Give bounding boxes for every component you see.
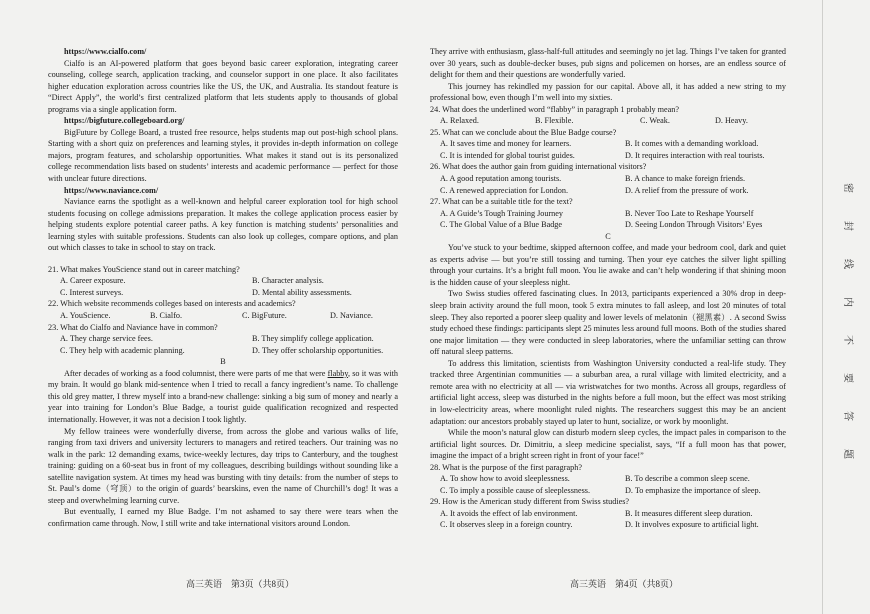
section-label-b: B (220, 357, 226, 367)
option-d: D. Naviance. (330, 311, 373, 321)
option-b: B. A chance to make foreign friends. (625, 174, 746, 184)
option-d: D. It involves exposure to artificial light. (625, 520, 759, 530)
question-options (430, 138, 786, 161)
seal-line-notice (841, 182, 857, 460)
question-21 (48, 264, 398, 299)
question-24 (430, 104, 786, 127)
site-description-bigfuture: BigFuture by College Board, a trusted free resource, helps students map out post-high school plans. Starting with a short quiz on preferences and learning styles, it provides in-depth information on college majors, program features, and scholarship opportunities. What makes it stand out is its personalized college recommendation lists based on students’ interests and academic performance — perfect for those with unclear future directions. (48, 127, 398, 184)
option-c: C. They help with academic planning. (60, 345, 185, 355)
option-a: A. Relaxed. (440, 116, 479, 126)
question-stem: 23. What do Cialfo and Naviance have in common? (48, 322, 218, 332)
question-28 (430, 462, 786, 497)
option-c: C. BigFuture. (242, 311, 287, 321)
option-d: D. It requires interaction with real tourists. (625, 150, 765, 160)
question-stem: 25. What can we conclude about the Blue Badge course? (430, 127, 617, 137)
option-b: B. It measures different sleep duration. (625, 508, 753, 518)
left-column (48, 46, 398, 529)
question-options (430, 208, 786, 231)
option-d: D. Seeing London Through Visitors’ Eyes (625, 220, 763, 230)
option-b: B. Never Too Late to Reshape Yourself (625, 208, 754, 218)
option-d: D. Heavy. (715, 116, 748, 126)
question-stem: 26. What does the author gain from guiding international visitors? (430, 162, 647, 172)
option-a: A. To show how to avoid sleeplessness. (440, 474, 570, 484)
option-c: C. It is intended for global tourist guides. (440, 150, 575, 160)
option-d: D. Mental ability assessments. (252, 287, 352, 297)
option-c: C. A renewed appreciation for London. (440, 185, 569, 195)
option-a: A. It saves time and money for learners. (440, 139, 572, 149)
passage-b-paragraph-4: This journey has rekindled my passion for our capital. Above all, it has added a new string to my professional bow, even though I’m well into my sixties. (430, 81, 786, 103)
option-b: B. It comes with a demanding workload. (625, 139, 759, 149)
option-b: B. Cialfo. (150, 311, 183, 321)
question-options (430, 173, 786, 196)
passage-c-paragraph-4: While the moon’s natural glow can disturb modern sleep cycles, the impact pales in comparison to the artificial light sources. Dr. Dimitriu, a sleep medicine specialist, says, “If a full moon has that power, imagine the impact of a bright screen right in front of your face!” (430, 428, 786, 461)
question-stem: 29. How is the American study different from Swiss studies? (430, 497, 630, 507)
paragraph-text: , so it was with my brain. It would go blank mid-sentence when I tried to recall a fancy ingredient’s name. To challenge this old grey matter, I threw myself into a brand-new challenge: sinking a big sum of money and nearly a year into training for London’s Blue Badge, a tourist guide qualification recognized and respected internationally. However, it was not a decision I took lightly. (48, 368, 398, 424)
question-25 (430, 127, 786, 162)
option-c: C. Interest surveys. (60, 287, 124, 297)
question-options (430, 473, 786, 496)
question-23 (48, 322, 398, 357)
option-b: B. They simplify college application. (252, 334, 374, 344)
right-column (430, 46, 786, 531)
site-description-naviance: Naviance earns the spotlight as a well-known and helpful career exploration tool for high school students focusing on college admissions preparation. It makes the college application process easier by helping students explore potential career paths. A key function is matching students’ personalities and learning styles with suitable professions. Students can also look up colleges, compare options, and plan out which classes to take in school to stay on track. (48, 197, 398, 253)
option-a: A. Career exposure. (60, 276, 126, 286)
site-url-bigfuture: https://bigfuture.collegeboard.org/ (64, 116, 185, 126)
option-b: B. Flexible. (535, 116, 574, 126)
site-description-cialfo: Cialfo is an AI-powered platform that goes beyond basic career exploration, integrating career counseling, college search, application tracking, and counselor support in one place. It also facilitates higher education exploration across countries like the US, the UK, and Australia. Its standout feature is “Direct Apply”, the world’s first centralized platform that lets students apply to thousands of global programs via a single application form. (48, 58, 398, 114)
question-29 (430, 496, 786, 531)
passage-b-paragraph-3-continued: They arrive with enthusiasm, glass-half-full attitudes and seemingly no jet lag. Things I’ve taken for granted over 30 years, such as double-decker buses, pub signs and policemen on horses, are an endless source of delight for them and their questions are wonderfully varied. (430, 47, 786, 80)
passage-c-paragraph-1: You’ve stuck to your bedtime, skipped afternoon coffee, and made your bedroom cool, dark and quiet as experts advise — but you’re still tossing and turning. Then your eye catches the silver light spilling through your curtains. It’s a bright full moon. You lie awake and can’t help wondering if that shining moon is the hidden cause of your sleepless night. (430, 243, 786, 287)
section-label-c: C (605, 231, 611, 241)
questions-21-23 (48, 264, 398, 356)
seal-char: 密 (842, 183, 853, 193)
seal-char: 题 (842, 449, 853, 459)
question-options (48, 310, 398, 322)
seal-char: 不 (842, 335, 853, 345)
site-url-cialfo: https://www.cialfo.com/ (64, 47, 147, 56)
option-b: B. To describe a common sleep scene. (625, 474, 750, 484)
seal-char: 要 (842, 373, 853, 383)
option-a: A. YouScience. (60, 311, 111, 321)
option-d: D. They offer scholarship opportunities. (252, 345, 384, 355)
question-stem: 22. Which website recommends colleges based on interests and academics? (48, 299, 296, 309)
option-c: C. The Global Value of a Blue Badge (440, 220, 563, 230)
seal-char: 内 (842, 297, 853, 307)
passage-b-paragraph-2: My fellow trainees were wonderfully diverse, from across the globe and various walks of life, ranging from taxi drivers and university lecturers to managers and retired teachers. Our training was no walk in the park: 12 demanding exams, twice-weekly lectures, day trips to Canterbury, and the toughest training: guiding on a 60-seat bus in front of my colleagues, describing buildings without sounding like a satellite navigation system. At times my head was bursting with tiny details: from the number of steps to St. Paul’s dome（穹顶）to the origin of guards’ bearskins, even the name of Churchill’s dog! It was a steep and overwhelming learning curve. (48, 426, 398, 505)
option-a: A. A good reputation among tourists. (440, 174, 562, 184)
option-a: A. A Guide’s Tough Training Journey (440, 208, 564, 218)
question-stem: 21. What makes YouScience stand out in career matching? (48, 264, 240, 274)
binding-fold-line (822, 0, 823, 614)
question-options (430, 115, 786, 127)
option-a: A. They charge service fees. (60, 334, 153, 344)
option-c: C. To imply a possible cause of sleeplessness. (440, 485, 591, 495)
passage-c-paragraph-2: Two Swiss studies offered fascinating clues. In 2013, participants experienced a 30% drop in deep-sleep brain activity around the full moon, took 5 extra minutes to fall asleep, and lost 20 minutes of total sleep. They also reported a poorer sleep quality and lower levels of melatonin（褪黑素）. A second Swiss study echoed these findings: participants slept 25 minutes less around full moons. Both of the studies shared one major limitation — they were conducted in sleep laboratories, where the unfamiliar setting can throw off natural sleep patterns. (430, 289, 786, 357)
underlined-word: flabby (327, 368, 348, 378)
question-27 (430, 196, 786, 231)
question-22 (48, 298, 398, 321)
option-d: D. A relief from the pressure of work. (625, 185, 749, 195)
site-url-naviance: https://www.naviance.com/ (64, 185, 159, 195)
option-d: D. To emphasize the importance of sleep. (625, 485, 761, 495)
question-options (48, 275, 398, 298)
page-footer-right: 高三英语 第4页（共8页） (570, 579, 679, 589)
passage-b-paragraph-1 (48, 368, 398, 426)
seal-char: 线 (842, 259, 853, 269)
option-c: C. Weak. (640, 116, 670, 126)
question-options (48, 333, 398, 356)
question-stem: 27. What can be a suitable title for the text? (430, 197, 573, 207)
question-stem: 24. What does the underlined word “flabby” in paragraph 1 probably mean? (430, 104, 680, 114)
paragraph-text: After decades of working as a food columnist, there were parts of me that were (64, 368, 328, 378)
question-options (430, 508, 786, 531)
passage-c-paragraph-3: To address this limitation, scientists from Washington University conducted a real-life study. They tracked three Argentinian communities — a suburban area, a rural village with limited electricity, and a remote area with no electricity at all — via wristwatches for two months. Across all groups, regardless of artificial light access, sleep was disturbed in the nights before a full moon, but the effect was most striking in low-electricity areas, where moonlight ruled nights. The researchers suggest this may be an ancient adaptation: our ancestors probably stayed up later to hunt, socialize, or work by moonlight. (430, 358, 786, 426)
passage-b-paragraph-3: But eventually, I earned my Blue Badge. I’m not ashamed to say there were tears when the confirmation came through. Now, I still write and take international visitors around London. (48, 507, 398, 528)
question-26 (430, 161, 786, 196)
option-a: A. It avoids the effect of lab environment. (440, 508, 578, 518)
option-b: B. Character analysis. (252, 276, 324, 286)
seal-char: 答 (842, 411, 853, 421)
question-stem: 28. What is the purpose of the first paragraph? (430, 462, 582, 472)
page-footer-left: 高三英语 第3页（共8页） (186, 579, 295, 589)
option-c: C. It observes sleep in a foreign country. (440, 520, 573, 530)
seal-char: 封 (842, 221, 853, 231)
